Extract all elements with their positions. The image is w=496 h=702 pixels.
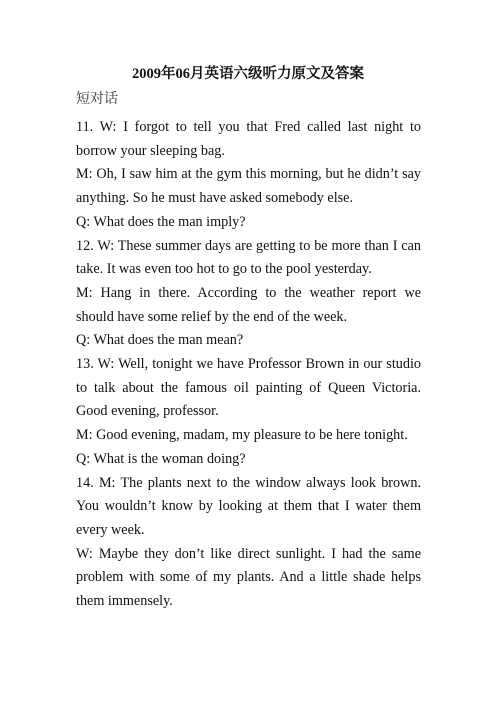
section-heading: 短对话	[76, 92, 118, 107]
paragraph: Q: What does the man mean?	[76, 332, 244, 349]
paragraph: M: Hang in there. According to the weather report we should have some relief by the end of the week.	[76, 284, 421, 325]
paragraph: 13. W: Well, tonight we have Professor Brown in our studio to talk about the famous oil painting of Queen Victoria. Good evening, professor.	[76, 356, 421, 420]
paragraph: M: Oh, I saw him at the gym this morning, but he didn’t say anything. So he must have asked somebody else.	[76, 166, 421, 207]
document-title: 2009年06月英语六级听力原文及答案	[132, 66, 364, 82]
paragraph: 11. W: I forgot to tell you that Fred called last night to borrow your sleeping bag.	[76, 119, 421, 159]
paragraph: W: Maybe they don’t like direct sunlight. I had the same problem with some of my plants. And a little shade helps them immensely.	[76, 545, 421, 610]
paragraph: Q: What is the woman doing?	[76, 450, 246, 467]
paragraph: Q: What does the man imply?	[76, 213, 246, 230]
paragraph: 12. W: These summer days are getting to be more than I can take. It was even too hot to go to the pool yesterday.	[76, 237, 421, 278]
document-body	[76, 116, 421, 614]
paragraph: 14. M: The plants next to the window always look brown. You wouldn’t know by looking at them that I water them every week.	[76, 474, 421, 538]
paragraph: M: Good evening, madam, my pleasure to be here tonight.	[76, 427, 408, 444]
